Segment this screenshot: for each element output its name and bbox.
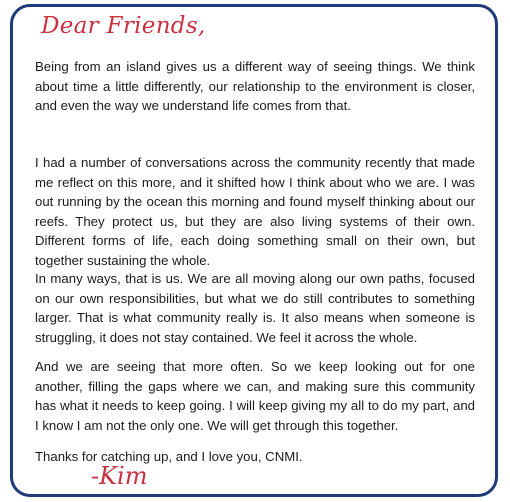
letter-paragraph-3: In many ways, that is us. We are all moving along our own paths, focused on our own responsibilities, but what we do still contributes to something larger. That is what community really is. It also means when someone is struggling, it does not stay contained. We feel it across the whole. <box>35 271 475 345</box>
salutation: Dear Friends, <box>41 13 206 39</box>
letter-paragraph-4: And we are seeing that more often. So we keep looking out for one another, filling the gaps where we can, and making sure this community has what it needs to keep going. I will keep giving my all to do my part, and I know I am not the only one. We will get through this together. <box>35 359 475 433</box>
letter-paragraph-2: I had a number of conversations across the community recently that made me reflect on this more, and it shifted how I think about who we are. I was out running by the ocean this morning and found myself thinking about our reefs. They protect us, but they are also living systems of their own. Different forms of life, each doing something small on their own, but together sustaining the whole. <box>35 155 475 268</box>
letter-card <box>10 4 498 497</box>
closing-line: Thanks for catching up, and I love you, CNMI. <box>35 449 303 464</box>
letter-paragraph-1: Being from an island gives us a different way of seeing things. We think about time a little differently, our relationship to the environment is closer, and even the way we understand life comes from that. <box>35 59 475 114</box>
signature: -Kim <box>91 462 148 490</box>
